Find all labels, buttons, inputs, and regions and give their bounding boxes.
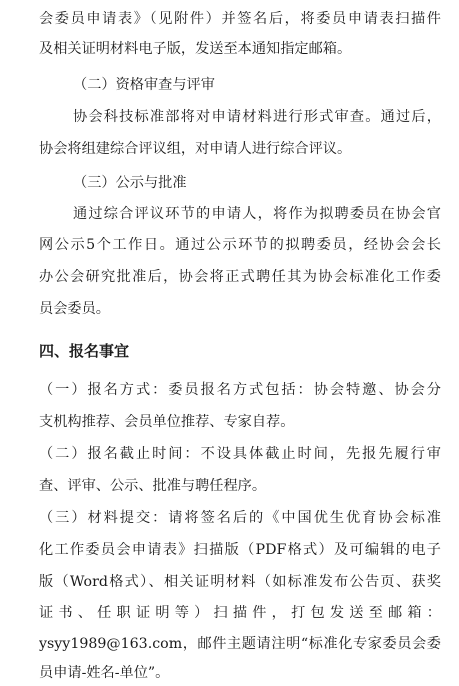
text-line-16: （三）材料提交：请将签名后的《中国优生优育协会标准: [39, 510, 441, 526]
subheading-qualification-review: （二）资格审查与评审: [73, 77, 215, 93]
text-line-15: 查、评审、公示、批准与聘任程序。: [39, 478, 267, 494]
text-line-10: 员会委员。: [39, 301, 110, 317]
section-heading-registration: 四、报名事宜: [39, 342, 130, 360]
text-line-13: 支机构推荐、会员单位推荐、专家自荐。: [39, 414, 295, 430]
text-line-2: 及相关证明材料电子版，发送至本通知指定邮箱。: [39, 41, 352, 57]
subheading-publicity-approval: （三）公示与批准: [73, 175, 187, 191]
text-line-9: 办公会研究批准后，协会将正式聘任其为协会标准化工作委: [39, 269, 441, 285]
text-line-17: 化工作委员会申请表》扫描版（PDF格式）及可编辑的电子: [39, 542, 441, 558]
text-line-7: 通过综合评议环节的申请人，将作为拟聘委员在协会官: [73, 206, 441, 222]
text-line-4: 协会科技标准部将对申请材料进行形式审查。通过后，: [73, 109, 441, 125]
text-line-8: 网公示5个工作日。通过公示环节的拟聘委员，经协会会长: [39, 237, 441, 253]
text-line-19: 证书、任职证明等）扫描件，打包发送至邮箱：: [39, 605, 441, 621]
text-line-21: 员申请-姓名-单位”。: [39, 665, 170, 681]
text-line-5: 协会将组建综合评议组，对申请人进行综合评议。: [39, 141, 352, 157]
text-line-18: 版（Word格式）、相关证明材料（如标准发布公告页、获奖: [39, 574, 441, 590]
text-line-1: 会委员申请表》（见附件）并签名后，将委员申请表扫描件: [39, 11, 441, 27]
text-line-14: （二）报名截止时间：不设具体截止时间，先报先履行审: [39, 446, 441, 462]
text-line-12: （一）报名方式：委员报名方式包括：协会特邀、协会分: [39, 382, 441, 398]
text-line-email: ysyy1989@163.com，邮件主题请注明“标准化专家委员会委: [39, 636, 441, 652]
